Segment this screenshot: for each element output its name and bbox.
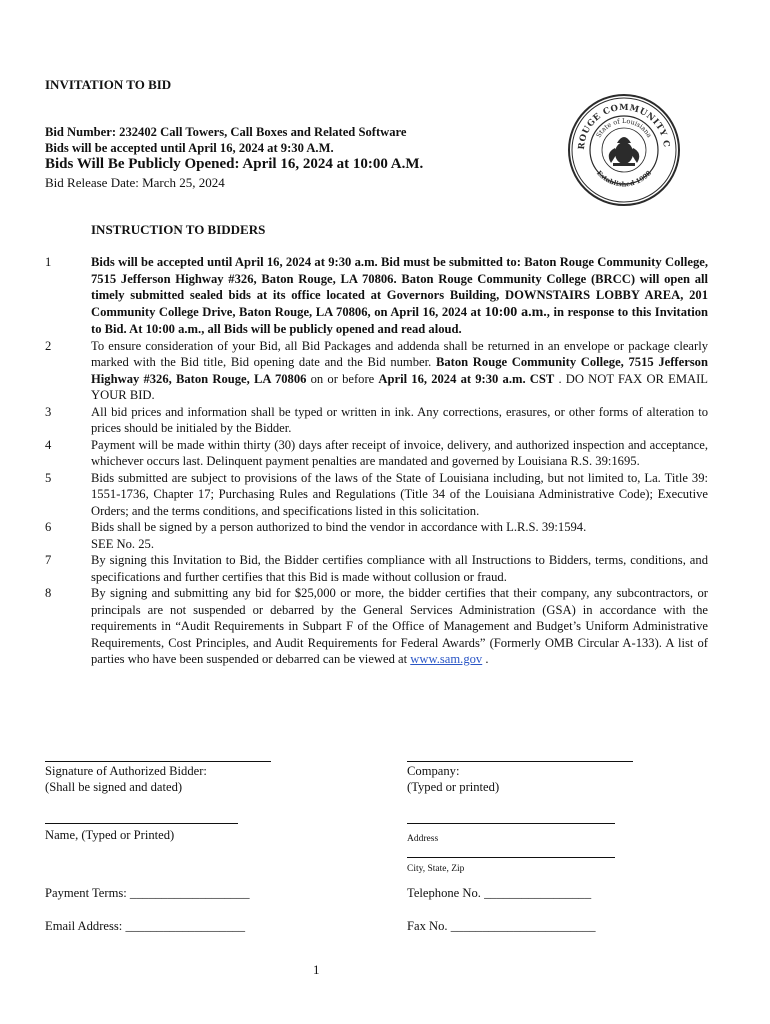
address-line[interactable] [407, 823, 615, 824]
item-text: By signing this Invitation to Bid, the Bidder certifies compliance with all Instructions to Bidders, terms, conditions, and specifications and further certifies that this Bid is made without collusion or fraud. [91, 553, 708, 584]
fax-field[interactable]: Fax No. _______________________ [407, 919, 596, 933]
list-item [45, 254, 708, 338]
item-text: Bids will be accepted until April 16, 2024 at 9:30 a.m. Bid must be submitted to: Baton Rouge Community College, 7515 Jefferson Highway #326, Baton Rouge, LA 70806. Baton Rouge Community College (BRCC) will open all timely submitted sealed bids at its office located at Governors Building, DOWNSTAIRS LOBBY AREA, 201 Community College Drive, Baton Rouge, LA 70806, on April 16, 2024 at 10:00 a.m., in response to this Invitation to Bid. At 10:00 a.m., all Bids will be publicly opened and read aloud. [91, 255, 708, 336]
bid-number: Bid Number: 232402 Call Towers, Call Boxes and Related Software [45, 125, 407, 139]
svg-text:State of Louisiana: State of Louisiana [594, 116, 654, 140]
item-number: 8 [45, 586, 52, 600]
name-line[interactable] [45, 823, 238, 824]
company-note: (Typed or printed) [407, 780, 500, 794]
bid-opening-date: Bids Will Be Publicly Opened: April 16, 2024 at 10:00 A.M. [45, 156, 424, 172]
page-number: 1 [313, 962, 320, 977]
svg-text:BATON ROUGE COMMUNITY COLLEGE: ROUGE COMMUNITY C [576, 102, 672, 151]
item-number: 7 [45, 553, 52, 567]
item-number: 6 [45, 520, 52, 534]
item-number: 2 [45, 338, 52, 353]
payment-terms-field[interactable]: Payment Terms: ___________________ [45, 886, 250, 900]
svg-text:Established 1998: Established 1998 [594, 169, 654, 189]
item-number: 4 [45, 437, 52, 452]
list-item [45, 404, 708, 437]
name-label: Name, (Typed or Printed) [45, 828, 175, 842]
item-text: Bids shall be signed by a person authorized to bind the vendor in accordance with L.R.S. 39:1594. SEE No. 25. [91, 520, 587, 551]
address-label: Address [407, 834, 439, 844]
bid-release-date: Bid Release Date: March 25, 2024 [45, 175, 225, 190]
signature-note: (Shall be signed and dated) [45, 780, 183, 794]
city-state-zip-label: City, State, Zip [407, 864, 465, 874]
instructions-list [45, 254, 708, 668]
list-item [45, 552, 708, 585]
item-number: 3 [45, 404, 52, 419]
company-line[interactable] [407, 761, 633, 762]
college-seal-logo [567, 93, 681, 207]
list-item [45, 437, 708, 470]
company-label: Company: [407, 764, 460, 778]
sam-gov-link[interactable]: www.sam.gov [410, 652, 483, 666]
instructions-heading: INSTRUCTION TO BIDDERS [91, 222, 266, 237]
email-address-field[interactable]: Email Address: ___________________ [45, 919, 246, 933]
item-text: By signing and submitting any bid for $25,000 or more, the bidder certifies that their company, any subcontractors, or principals are not suspended or debarred by the General Services Administration (GSA) in accordance with the requirements in “Audit Requirements in Subpart F of the Office of Management and Budget’s Uniform Administrative Requirements, Cost Principles, and Audit Requirements for Federal Awards” (Formerly OMB Circular A-133). A list of parties who have been suspended or debarred can be viewed at www.sam.gov . [91, 586, 708, 666]
item-text: To ensure consideration of your Bid, all Bid Packages and addenda shall be returned in an envelope or package clearly marked with the Bid title, Bid opening date and the Bid number. Baton Rouge Community College, 7515 Jefferson Highway #326, Baton Rouge, LA 70806 on or before April 16, 2024 at 9:30 a.m. CST . DO NOT FAX OR EMAIL YOUR BID. [91, 338, 709, 402]
signature-line[interactable] [45, 761, 271, 762]
telephone-field[interactable]: Telephone No. _________________ [407, 886, 592, 900]
document-title: INVITATION TO BID [45, 77, 172, 92]
item-text: All bid prices and information shall be typed or written in ink. Any corrections, erasures, or other forms of alteration to prices should be initialed by the Bidder. [91, 404, 708, 435]
item-number: 5 [45, 470, 52, 485]
item-text: Payment will be made within thirty (30) days after receipt of invoice, delivery, and authorized inspection and acceptance, whichever occurs last. Delinquent payment penalties are mandated and governed by Louisiana R.S. 39:1695. [91, 437, 708, 468]
list-item [45, 585, 708, 668]
item-text: Bids submitted are subject to provisions of the laws of the State of Louisiana including, but not limited to, La. Title 39: 1551-1736, Chapter 17; Purchasing Rules and Regulations (Title 34 of the Louisiana Administrative Code); Executive Orders; and the terms conditions, and specifications listed in this solicitation. [91, 470, 708, 518]
list-item [45, 470, 708, 520]
item-number: 1 [45, 255, 52, 269]
list-item [45, 338, 708, 404]
bid-deadline: Bids will be accepted until April 16, 2024 at 9:30 A.M. [45, 141, 334, 155]
list-item [45, 519, 708, 552]
city-state-zip-line[interactable] [407, 857, 615, 858]
signature-label: Signature of Authorized Bidder: [45, 764, 207, 778]
